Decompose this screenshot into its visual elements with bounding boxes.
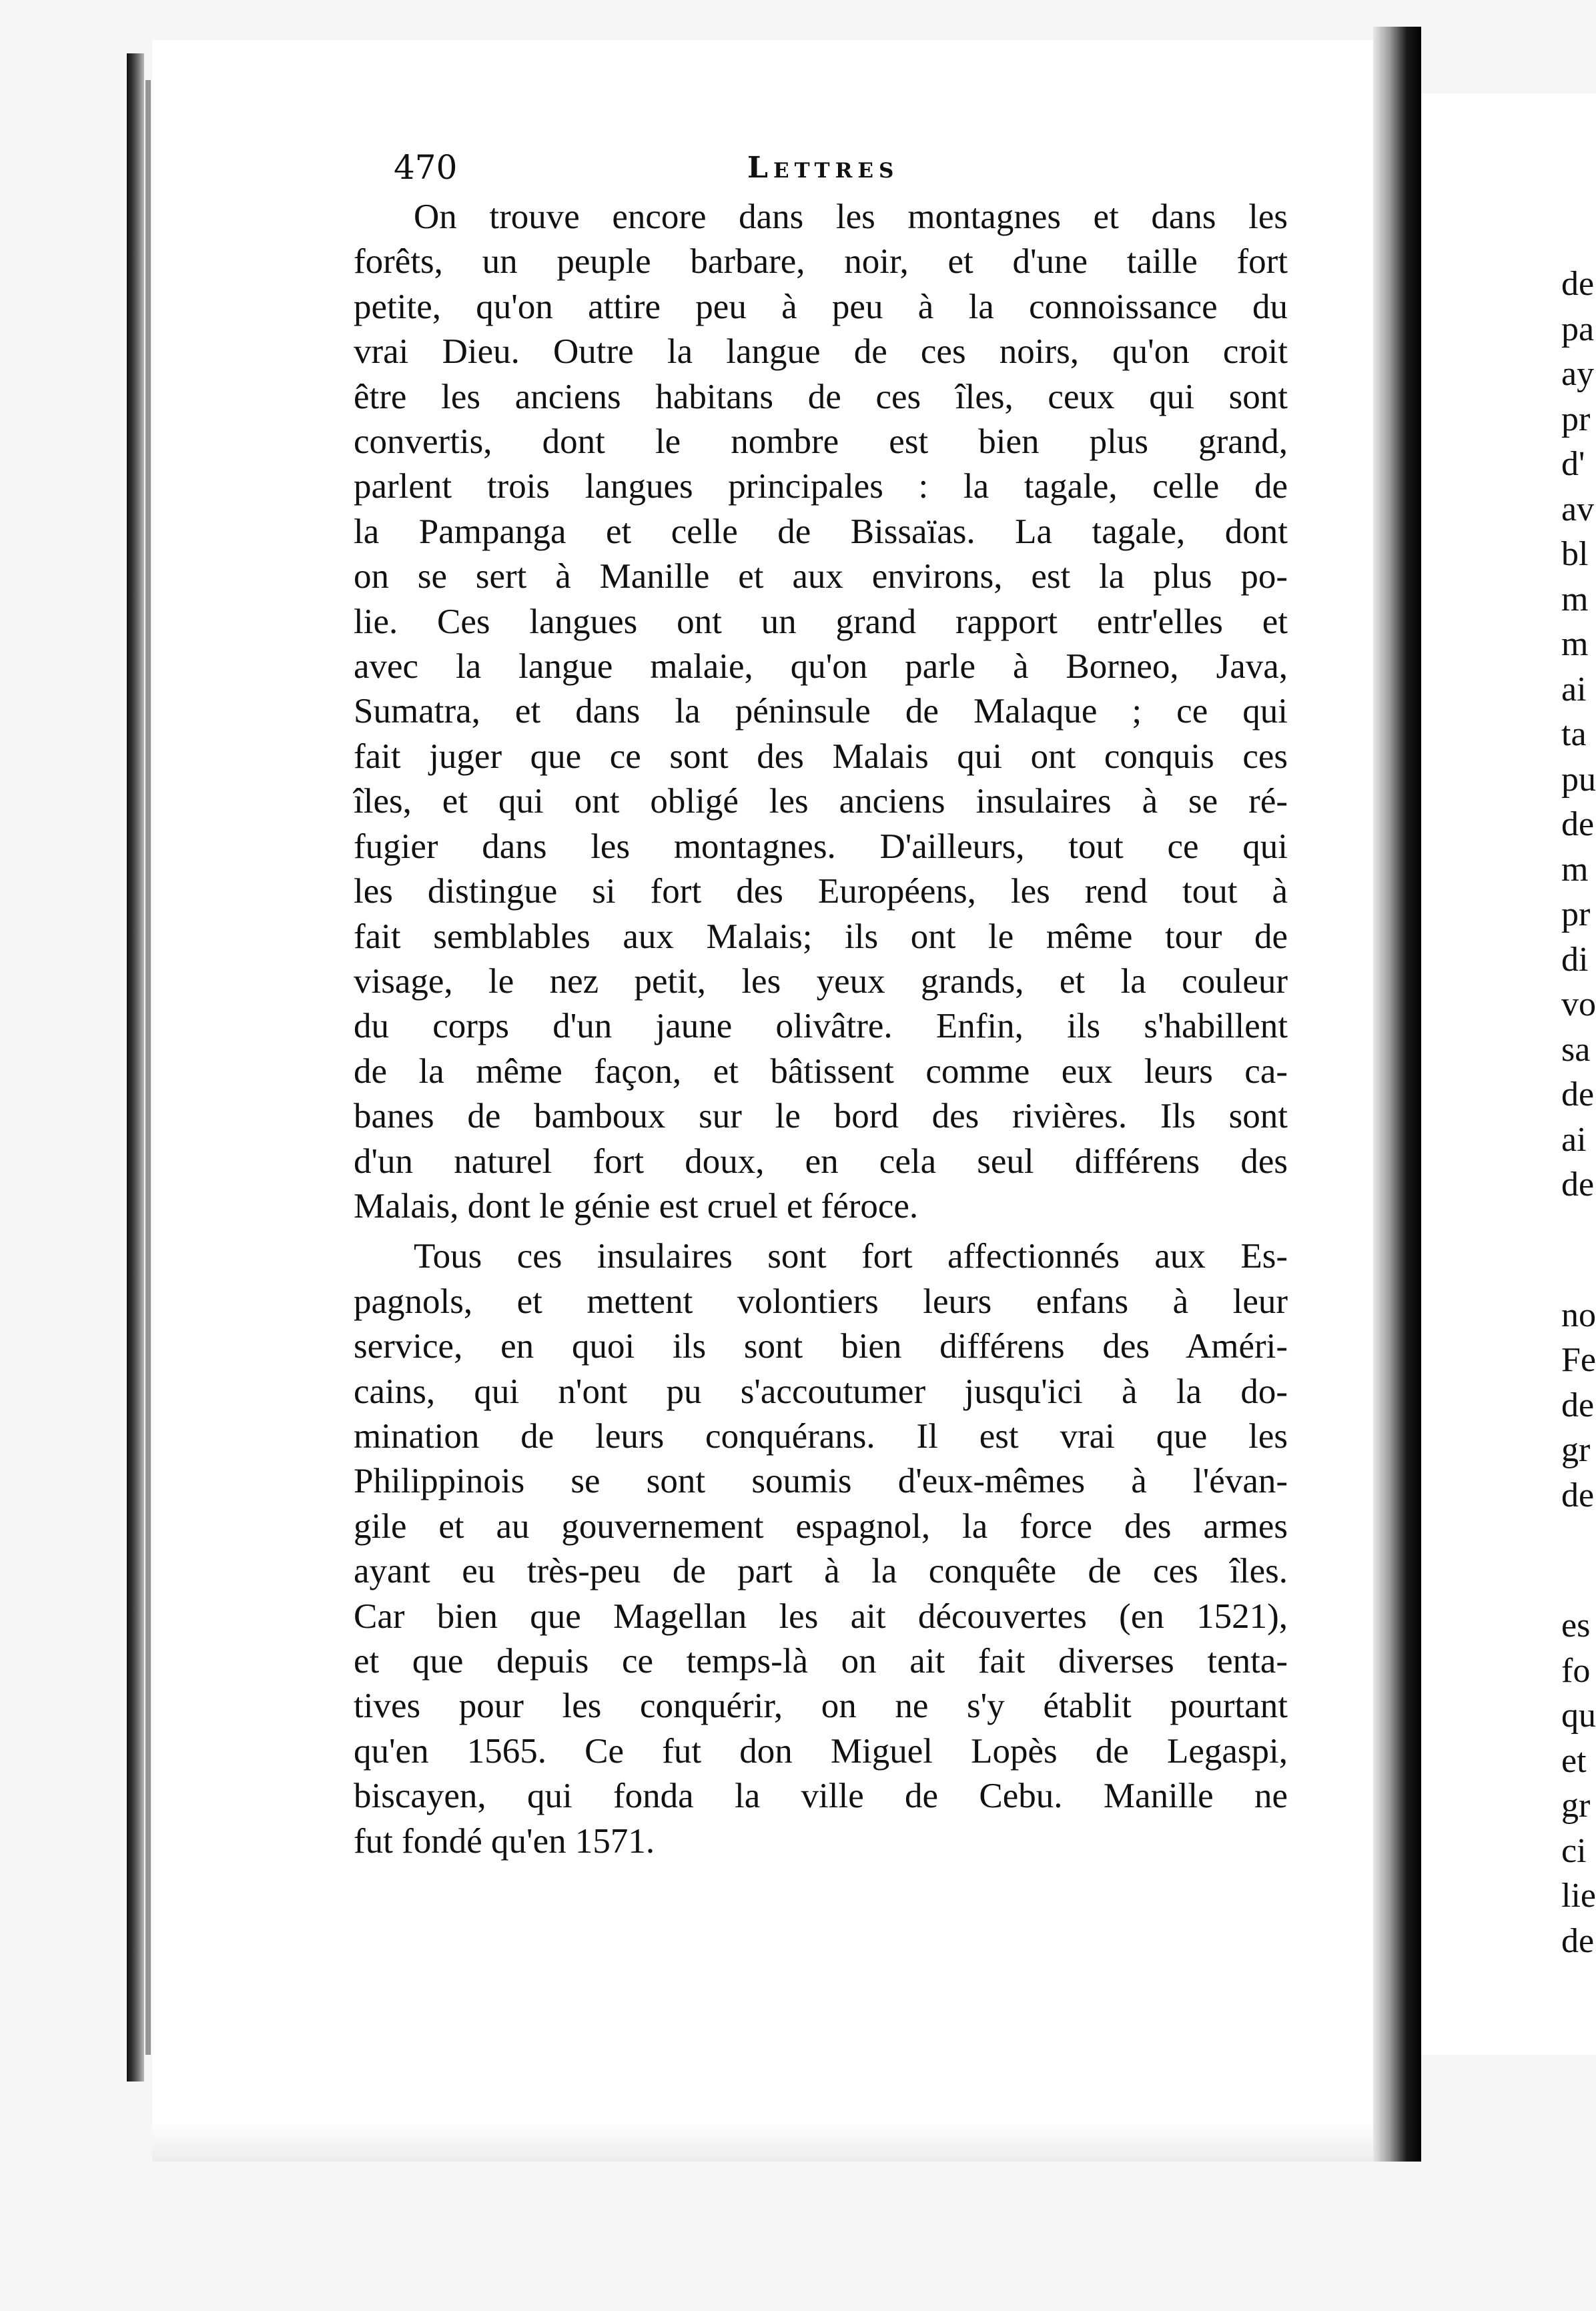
fragment: no <box>1561 1296 1596 1334</box>
text-line: biscayen, qui fonda la ville de Cebu. Manille ne <box>354 1777 1288 1816</box>
fragment: lie <box>1561 1877 1596 1915</box>
fragment: de <box>1561 265 1595 303</box>
fragment: fo <box>1561 1651 1591 1690</box>
fragment: ci <box>1561 1831 1587 1870</box>
text-line: de la même façon, et bâtissent comme eux leurs ca- <box>354 1051 1288 1091</box>
paragraph-gap <box>354 1229 1288 1234</box>
text-line: et que depuis ce temps-là on ait fait diverses tenta- <box>354 1642 1288 1681</box>
fragment: vo <box>1561 985 1596 1023</box>
fragment: ai <box>1561 1120 1587 1159</box>
fragment: de <box>1561 805 1595 843</box>
text-line: forêts, un peuple barbare, noir, et d'une taille fort <box>354 242 1288 282</box>
fragment: de <box>1561 1386 1595 1424</box>
fragment: ta <box>1561 715 1587 753</box>
text-line: fait juger que ce sont des Malais qui ont conquis ces <box>354 737 1288 776</box>
running-title: Lettres <box>747 151 899 185</box>
fragment: ai <box>1561 670 1587 709</box>
text-line: tives pour les conquérir, on ne s'y établit pourtant <box>354 1687 1288 1726</box>
text-line: On trouve encore dans les montagnes et dans les <box>414 197 1288 236</box>
fragment: m <box>1561 850 1589 889</box>
text-line: banes de bambouх sur le bord des rivières. Ils sont <box>354 1097 1288 1136</box>
text-line: fut fondé qu'en 1571. <box>354 1821 655 1861</box>
fragment: d' <box>1561 445 1585 483</box>
fragment: Fe <box>1561 1341 1596 1379</box>
text-line: pagnols, et mettent volontiers leurs enfans à leur <box>354 1282 1288 1321</box>
text-line: fait semblables aux Malais; ils ont le même tour de <box>354 917 1288 956</box>
fragment: pr <box>1561 895 1591 933</box>
fragment: m <box>1561 625 1589 663</box>
fragment: de <box>1561 1075 1595 1113</box>
text-line: petite, qu'on attire peu à peu à la connoissance du <box>354 287 1288 326</box>
body-text <box>354 195 1288 1864</box>
text-line: convertis, dont le nombre est bien plus grand, <box>354 422 1288 462</box>
text-line: parlent trois langues principales : la tagale, celle de <box>354 467 1288 506</box>
text-line: fugier dans les montagnes. D'ailleurs, tout ce qui <box>354 827 1288 866</box>
fragment: gr <box>1561 1431 1591 1469</box>
text-line: gile et au gouvernement espagnol, la force des armes <box>354 1506 1288 1546</box>
fragment: pa <box>1561 310 1595 348</box>
text-line: d'un naturel fort doux, en cela seul différens des <box>354 1141 1288 1181</box>
fragment-gap <box>1561 1208 1596 1293</box>
binding-edge-line <box>145 80 151 2055</box>
fragment: de <box>1561 1921 1595 1960</box>
text-line: mination de leurs conquérans. Il est vrai que les <box>354 1416 1288 1456</box>
text-line: avec la langue malaie, qu'on parle à Borneo, Java, <box>354 647 1288 686</box>
fragment: m <box>1561 580 1589 618</box>
text-line: cains, qui n'ont pu s'accoutumer jusqu'ici à la do- <box>354 1372 1288 1411</box>
fragment: di <box>1561 940 1589 979</box>
fragment: sa <box>1561 1030 1591 1069</box>
text-line: îles, et qui ont obligé les anciens insulaires à se ré- <box>354 782 1288 821</box>
text-line: qu'en 1565. Ce fut don Miguel Lopès de Legaspi, <box>354 1731 1288 1771</box>
text-line: Philippinois se sont soumis d'eux-mêmes à l'évan- <box>354 1462 1288 1501</box>
fragment: qu <box>1561 1697 1596 1735</box>
page-number: 470 <box>394 148 458 187</box>
text-line: Sumatra, et dans la péninsule de Malaque ; ce qui <box>354 692 1288 731</box>
text-line: les distingue si fort des Européens, les rend tout à <box>354 872 1288 911</box>
fragment: bl <box>1561 535 1589 573</box>
text-line: Malais, dont le génie est cruel et féroce. <box>354 1186 919 1226</box>
fragment: es <box>1561 1606 1591 1645</box>
text-line: on se sert à Manille et aux environs, est la plus po- <box>354 557 1288 596</box>
text-line: du corps d'un jaune olivâtre. Enfin, ils s'habillent <box>354 1007 1288 1046</box>
center-fold-shadow <box>1373 27 1421 2162</box>
text-line: service, en quoi ils sont bien différens des Améri- <box>354 1327 1288 1366</box>
fragment: ay <box>1561 355 1595 393</box>
fragment: gr <box>1561 1787 1591 1825</box>
fragment: pu <box>1561 760 1596 799</box>
fragment: de <box>1561 1476 1595 1514</box>
page-bottom-shadow <box>152 2122 1373 2162</box>
right-page-text-fragments <box>1561 262 1596 1963</box>
fragment: et <box>1561 1741 1587 1780</box>
text-line: ayant eu très-peu de part à la conquête de ces îles. <box>354 1552 1288 1591</box>
binding-shadow-left <box>127 53 144 2082</box>
text-line: la Pampanga et celle de Bissaïas. La tagale, dont <box>354 512 1288 551</box>
fragment: pr <box>1561 400 1591 438</box>
fragment: de <box>1561 1166 1595 1204</box>
fragment-gap <box>1561 1518 1596 1603</box>
text-line: être les anciens habitans de ces îles, ceux qui sont <box>354 377 1288 416</box>
text-line: Car bien que Magellan les ait découvertes (en 1521), <box>354 1596 1288 1636</box>
text-line: lie. Ces langues ont un grand rapport entr'elles et <box>354 602 1288 641</box>
text-line: vrai Dieu. Outre la langue de ces noirs, qu'on croit <box>354 332 1288 372</box>
page-header <box>394 148 1301 195</box>
fragment: av <box>1561 490 1595 528</box>
text-line: Tous ces insulaires sont fort affectionnés aux Es- <box>414 1237 1288 1276</box>
text-line: visage, le nez petit, les yeux grands, et la couleur <box>354 961 1288 1001</box>
